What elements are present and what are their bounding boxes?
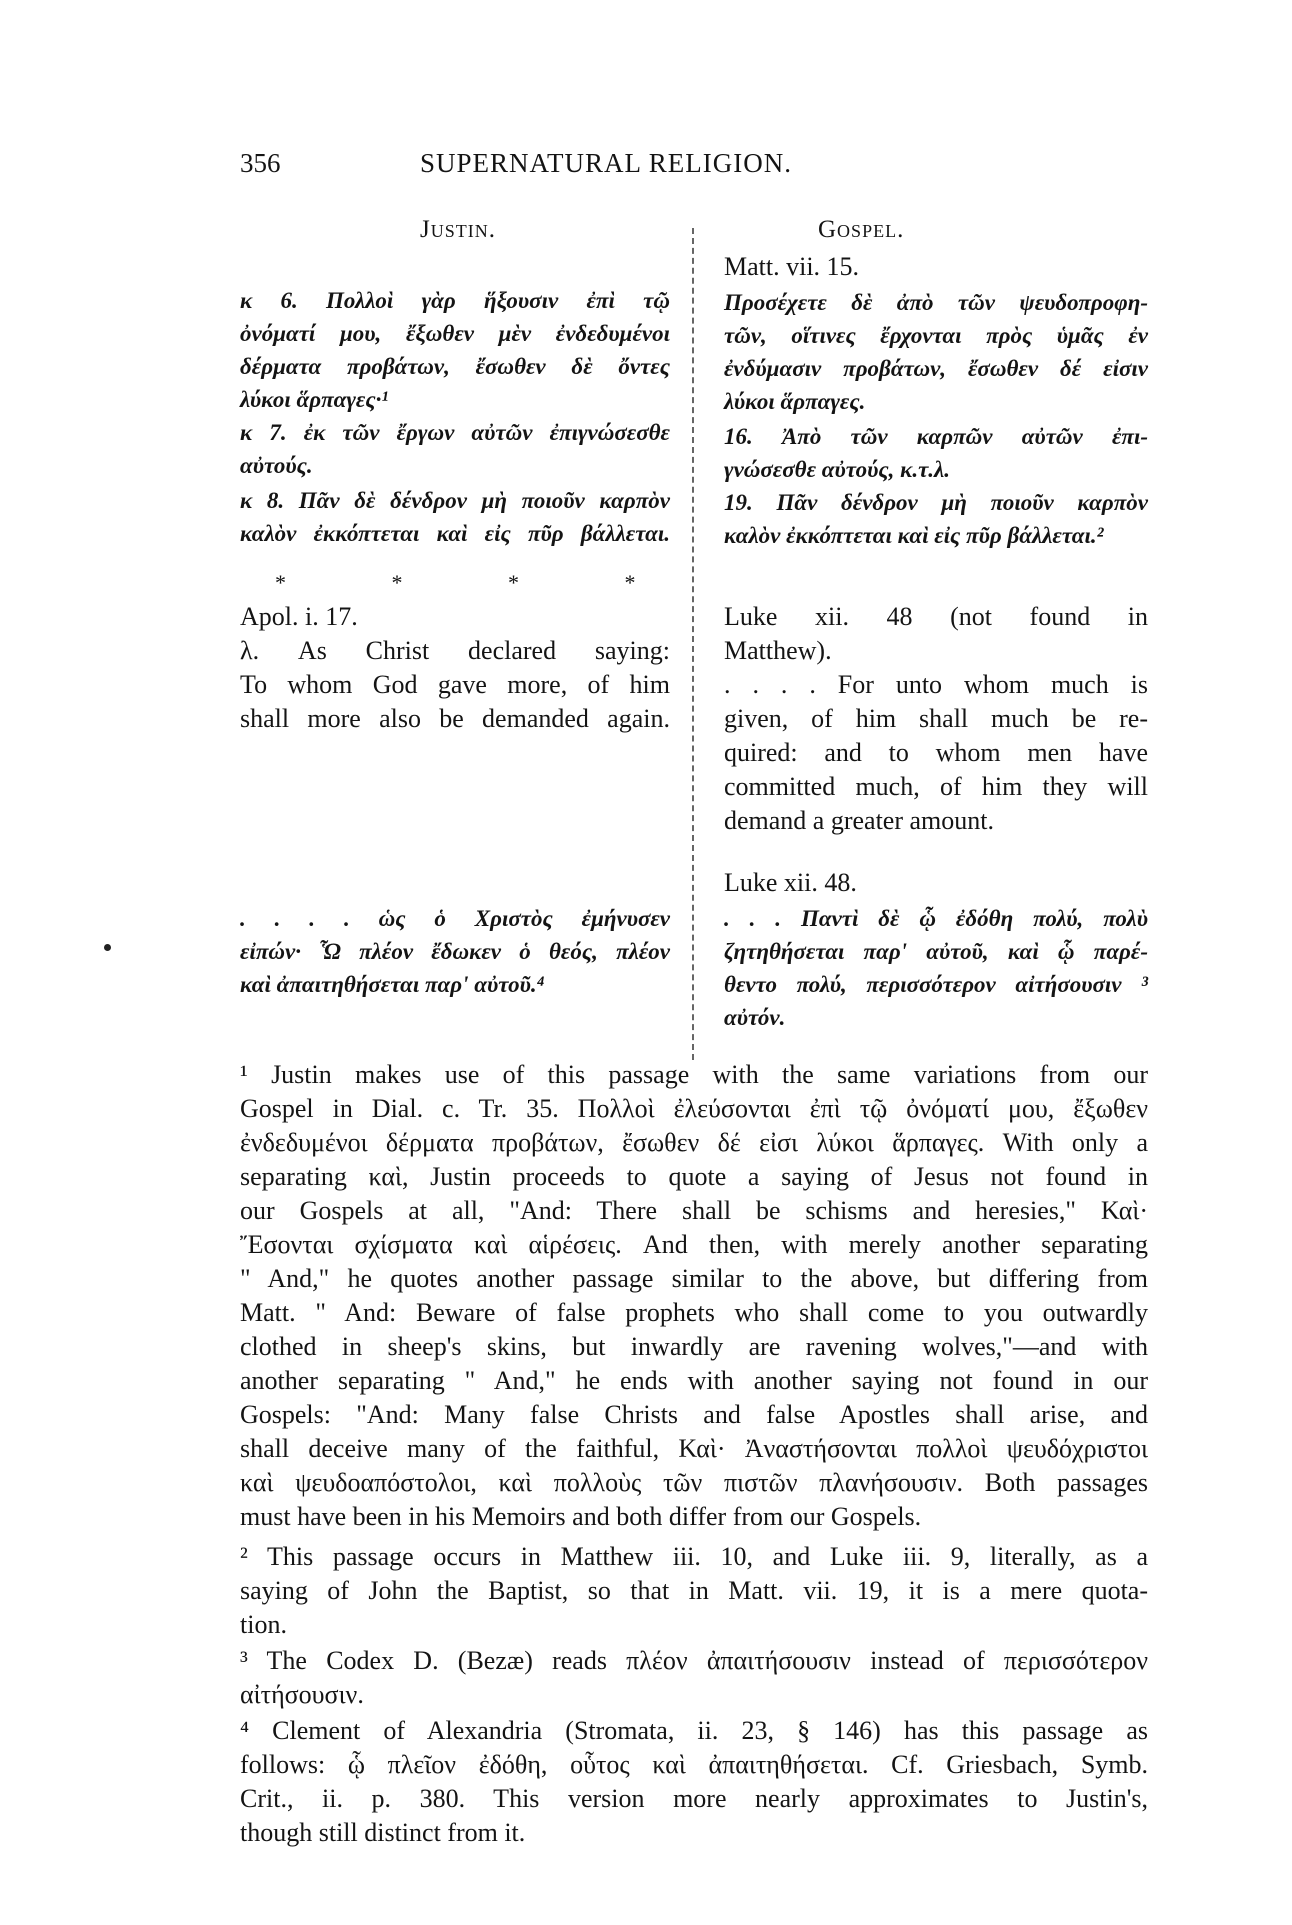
text-line: καλὸν ἐκκόπτεται καὶ εἰς πῦρ βάλλεται.² bbox=[724, 523, 1104, 548]
footnote-line: Gospels: "And: Many false Christs and false Apostles shall arise, and bbox=[240, 1400, 1148, 1429]
text-line: Matthew). bbox=[724, 636, 832, 665]
text-line: shall more also be demanded again. bbox=[240, 704, 670, 733]
footnote-line: Matt. " And: Beware of false prophets who shall come to you outwardly bbox=[240, 1298, 1148, 1327]
footnote-line: separating καὶ, Justin proceeds to quote a saying of Jesus not found in bbox=[240, 1162, 1148, 1191]
footnote-line: ² This passage occurs in Matthew iii. 10, and Luke iii. 9, literally, as a bbox=[240, 1542, 1148, 1571]
text-line: . . . Παντὶ δὲ ᾧ ἐδόθη πολύ, πολὺ bbox=[724, 906, 1148, 931]
text-line: Προσέχετε δὲ ἀπὸ τῶν ψευδοπροφη- bbox=[724, 290, 1148, 315]
text-line: quired: and to whom men have bbox=[724, 738, 1148, 767]
column-divider bbox=[692, 228, 696, 1060]
footnote-line: shall deceive many of the faithful, Καὶ· Ἀναστήσονται πολλοὶ ψευδόχριστοι bbox=[240, 1434, 1148, 1463]
footnote-line: must have been in his Memoirs and both differ from our Gospels. bbox=[240, 1502, 922, 1531]
margin-dot bbox=[104, 944, 111, 951]
footnote-1 bbox=[240, 1058, 1148, 1534]
footnote-4 bbox=[240, 1714, 1148, 1850]
running-title: SUPERNATURAL RELIGION. bbox=[420, 148, 792, 178]
footnote-line: ἐνδεδυμένοι δέρματα προβάτων, ἔσωθεν δέ εἰσι λύκοι ἅρπαγες. With only a bbox=[240, 1128, 1148, 1157]
text-line: εἰπών· Ὧ πλέον ἔδωκεν ὁ θεός, πλέον bbox=[240, 939, 670, 964]
page-number: 356 bbox=[240, 148, 281, 178]
footnote-line: Gospel in Dial. c. Tr. 35. Πολλοὶ ἐλεύσονται ἐπὶ τῷ ὀνόματί μου, ἔξωθεν bbox=[240, 1094, 1148, 1123]
apology-reference: Apol. i. 17. bbox=[240, 602, 358, 631]
text-line: τῶν, οἵτινες ἔρχονται πρὸς ὑμᾶς ἐν bbox=[724, 323, 1148, 348]
text-line: καὶ ἀπαιτηθήσεται παρ' αὐτοῦ.⁴ bbox=[240, 972, 545, 997]
footnote-line: saying of John the Baptist, so that in Matt. vii. 19, it is a mere quota- bbox=[240, 1576, 1148, 1605]
text-line: λ. As Christ declared saying: bbox=[240, 636, 670, 665]
justin-column-heading: Justin. bbox=[420, 216, 496, 243]
footnote-line: ³ The Codex D. (Bezæ) reads πλέον ἀπαιτήσουσιν instead of περισσότερον bbox=[240, 1646, 1148, 1675]
text-line: αὐτόν. bbox=[724, 1005, 786, 1030]
footnote-line: καὶ ψευδοαπόστολοι, καὶ πολλοὺς τῶν πιστῶν πλανήσουσιν. Both passages bbox=[240, 1468, 1148, 1497]
text-line: committed much, of him they will bbox=[724, 772, 1148, 801]
text-line: 19. Πᾶν δένδρον μὴ ποιοῦν καρπὸν bbox=[724, 490, 1148, 515]
text-line: . . . . For unto whom much is bbox=[724, 670, 1148, 699]
text-line: ἐνδύμασιν προβάτων, ἔσωθεν δέ εἰσιν bbox=[724, 356, 1148, 381]
footnote-3 bbox=[240, 1644, 1148, 1712]
text-line: κ 6. Πολλοὶ γὰρ ἥξουσιν ἐπὶ τῷ bbox=[240, 288, 670, 313]
gospel-column-heading: Gospel. bbox=[818, 216, 905, 243]
text-line: κ 8. Πᾶν δὲ δένδρον μὴ ποιοῦν καρπὸν bbox=[240, 488, 670, 513]
text-line: . . . . ὡς ὁ Χριστὸς ἐμήνυσεν bbox=[240, 906, 670, 931]
footnote-line: ¹ Justin makes use of this passage with the same variations from our bbox=[240, 1060, 1148, 1089]
footnote-line: tion. bbox=[240, 1610, 287, 1639]
text-line: To whom God gave more, of him bbox=[240, 670, 670, 699]
footnote-line: another separating " And," he ends with another saying not found in our bbox=[240, 1366, 1148, 1395]
text-line: λύκοι ἅρπαγες·¹ bbox=[240, 387, 389, 412]
running-header bbox=[240, 148, 1100, 188]
footnote-line: Ἔσονται σχίσματα καὶ αἱρέσεις. And then, with merely another separating bbox=[240, 1230, 1148, 1259]
footnote-line: αἰτήσουσιν. bbox=[240, 1680, 364, 1709]
text-line: γνώσεσθε αὐτούς, κ.τ.λ. bbox=[724, 457, 951, 482]
text-line: Luke xii. 48 (not found in bbox=[724, 602, 1148, 631]
footnote-line: though still distinct from it. bbox=[240, 1818, 526, 1847]
text-line: δέρματα προβάτων, ἔσωθεν δὲ ὄντες bbox=[240, 354, 670, 379]
text-line: θεντο πολύ, περισσότερον αἰτήσουσιν ³ bbox=[724, 972, 1148, 997]
text-line: αὐτούς. bbox=[240, 453, 313, 478]
text-line: καλὸν ἐκκόπτεται καὶ εἰς πῦρ βάλλεται. bbox=[240, 521, 670, 546]
footnote-line: our Gospels at all, "And: There shall be schisms and heresies," Καὶ· bbox=[240, 1196, 1148, 1225]
text-line: ζητηθήσεται παρ' αὐτοῦ, καὶ ᾧ παρέ- bbox=[724, 939, 1148, 964]
footnote-line: clothed in sheep's skins, but inwardly are ravening wolves,"—and with bbox=[240, 1332, 1148, 1361]
text-line: κ 7. ἐκ τῶν ἔργων αὐτῶν ἐπιγνώσεσθε bbox=[240, 420, 670, 445]
footnote-line: " And," he quotes another passage similar to the above, but differing from bbox=[240, 1264, 1148, 1293]
text-line: ὀνόματί μου, ἔξωθεν μὲν ἐνδεδυμένοι bbox=[240, 321, 670, 346]
text-line: λύκοι ἅρπαγες. bbox=[724, 389, 866, 414]
matthew-reference: Matt. vii. 15. bbox=[724, 252, 860, 281]
ellipsis-stars: * * * * bbox=[275, 570, 686, 595]
luke-reference: Luke xii. 48. bbox=[724, 868, 857, 897]
footnote-line: follows: ᾧ πλεῖον ἐδόθη, οὗτος καὶ ἀπαιτηθήσεται. Cf. Griesbach, Symb. bbox=[240, 1750, 1148, 1779]
footnote-2 bbox=[240, 1540, 1148, 1642]
text-line: demand a greater amount. bbox=[724, 806, 994, 835]
footnote-line: ⁴ Clement of Alexandria (Stromata, ii. 23, § 146) has this passage as bbox=[240, 1716, 1148, 1745]
text-line: given, of him shall much be re- bbox=[724, 704, 1148, 733]
text-line: 16. Ἀπὸ τῶν καρπῶν αὐτῶν ἐπι- bbox=[724, 424, 1148, 449]
footnote-line: Crit., ii. p. 380. This version more nearly approximates to Justin's, bbox=[240, 1784, 1148, 1813]
